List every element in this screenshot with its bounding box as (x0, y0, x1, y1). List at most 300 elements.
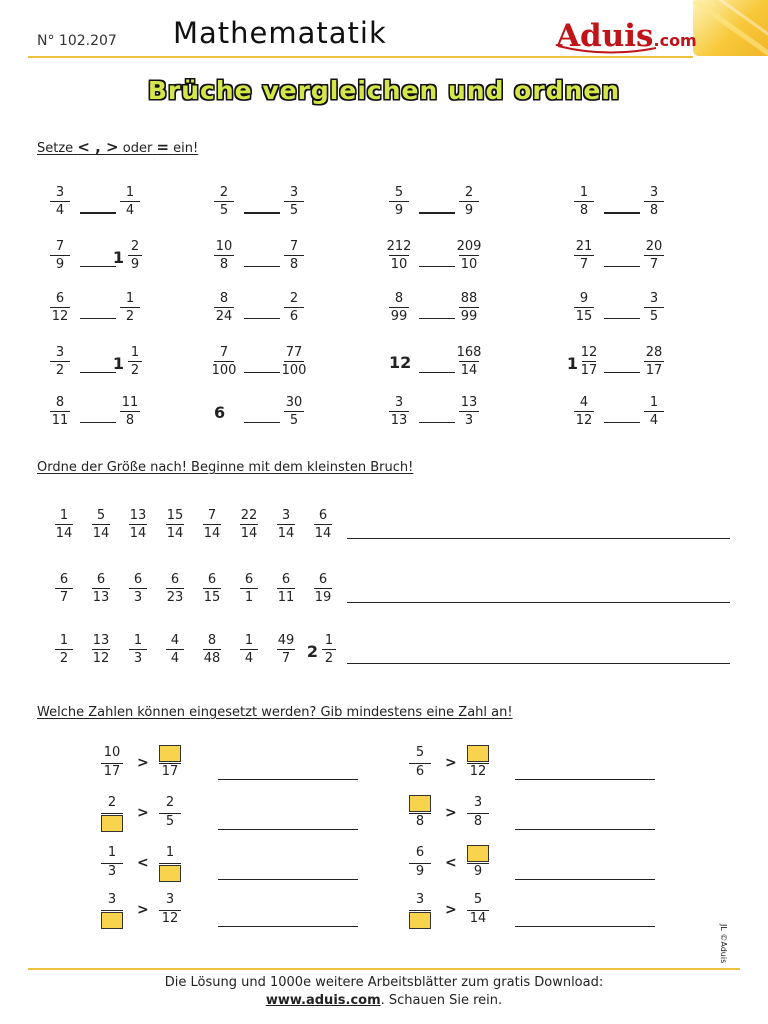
compare-left-fraction-bar (389, 255, 409, 256)
compare-left-fraction-bar (214, 201, 234, 202)
inequality-right-fraction-numerator[interactable] (458, 845, 498, 863)
compare-right-fraction-numerator: 1 (125, 291, 135, 306)
order-fraction-bar (92, 588, 110, 589)
inequality-right-fraction-numerator: 1 (165, 845, 175, 860)
compare-left-fraction-bar (574, 307, 594, 308)
inequality-left-fraction-denominator: 8 (415, 814, 425, 829)
compare-right-fraction-denominator: 99 (460, 309, 478, 324)
compare-right-fraction-denominator: 5 (289, 203, 299, 218)
compare-right-fraction-denominator: 8 (289, 257, 299, 272)
order-fraction (45, 573, 83, 605)
inequality-answer-line[interactable] (218, 879, 358, 880)
order-answer-line[interactable] (347, 663, 730, 664)
compare-left-fraction-bar (574, 411, 594, 412)
compare-right-fraction-denominator: 3 (464, 413, 474, 428)
fill-in-box[interactable] (409, 912, 431, 929)
instruction-suffix: ein! (173, 141, 199, 156)
compare-left-fraction-bar (214, 307, 234, 308)
sheet-number: N° 102.207 (37, 33, 117, 49)
compare-left-fraction-numerator: 1 (579, 185, 589, 200)
order-fraction-numerator: 5 (96, 508, 106, 523)
order-fraction-bar (203, 588, 221, 589)
compare-right-fraction-numerator: 77 (285, 345, 303, 360)
compare-left-fraction (36, 292, 84, 324)
order-fraction-bar (314, 524, 332, 525)
order-fraction-numerator: 1 (59, 508, 69, 523)
compare-left-fraction-bar (574, 201, 594, 202)
compare-right-fraction-bar (644, 361, 664, 362)
compare-right-fraction (270, 396, 318, 428)
compare-right-fraction-bar (459, 411, 479, 412)
order-fraction-denominator: 14 (240, 526, 258, 541)
order-fraction (230, 634, 268, 666)
compare-left-fraction-denominator: 2 (55, 363, 65, 378)
compare-left-fraction-denominator: 17 (580, 363, 598, 378)
compare-right-fraction (445, 292, 493, 324)
compare-right-fraction (630, 186, 678, 218)
compare-left-fraction-numerator: 9 (579, 291, 589, 306)
inequality-left-fraction-denominator: 17 (103, 764, 121, 779)
compare-right-fraction (630, 292, 678, 324)
footer-link[interactable]: www.aduis.com (265, 993, 381, 1008)
compare-left-fraction-denominator: 99 (390, 309, 408, 324)
inequality-operator: < (137, 855, 149, 871)
compare-left-fraction (375, 396, 423, 428)
compare-right-fraction (106, 186, 154, 218)
compare-right-fraction-bar (120, 411, 140, 412)
compare-right-fraction (106, 396, 154, 428)
order-fraction (82, 509, 120, 541)
compare-right-fraction-numerator: 13 (460, 395, 478, 410)
order-fraction-numerator: 6 (281, 572, 291, 587)
compare-left-fraction-bar (50, 201, 70, 202)
order-fraction (82, 573, 120, 605)
inequality-right-fraction-numerator: 2 (165, 795, 175, 810)
compare-right-fraction-denominator: 2 (130, 363, 140, 378)
fill-in-box[interactable] (159, 865, 181, 882)
order-fraction-bar (166, 524, 184, 525)
order-fraction-denominator: 13 (92, 590, 110, 605)
order-fraction-bar (166, 649, 184, 650)
compare-right-fraction (445, 346, 493, 378)
compare-right-fraction-bar (284, 307, 304, 308)
order-fraction-numerator: 6 (170, 572, 180, 587)
compare-right-fraction-whole: 1 (112, 248, 124, 267)
fill-in-box[interactable] (159, 745, 181, 762)
compare-left-fraction (200, 240, 248, 272)
order-fraction-denominator: 14 (166, 526, 184, 541)
order-fraction-bar (203, 649, 221, 650)
order-fraction-denominator: 19 (314, 590, 332, 605)
compare-left-fraction-numerator: 3 (394, 395, 404, 410)
inequality-left-fraction (400, 795, 440, 832)
compare-left-fraction (200, 292, 248, 324)
inequality-left-fraction (92, 745, 132, 782)
compare-right-fraction-numerator: 3 (649, 291, 659, 306)
inequality-right-fraction (150, 845, 190, 882)
fill-in-box[interactable] (101, 815, 123, 832)
inequality-answer-line[interactable] (515, 926, 655, 927)
order-fraction (304, 509, 342, 541)
compare-right-fraction-denominator: 8 (125, 413, 135, 428)
order-fraction-denominator: 12 (92, 651, 110, 666)
compare-left-fraction-bar (389, 411, 409, 412)
compare-left-fraction (560, 396, 608, 428)
footer-line2 (0, 993, 768, 1008)
compare-left-fraction (560, 292, 608, 324)
compare-right-fraction (120, 346, 150, 378)
compare-right-fraction-bar (459, 201, 479, 202)
order-fraction-numerator: 1 (244, 633, 254, 648)
inequality-left-fraction-denominator: 9 (415, 864, 425, 879)
compare-left-fraction-denominator: 8 (579, 203, 589, 218)
order-fraction-numerator: 15 (166, 508, 184, 523)
order-fraction (156, 573, 194, 605)
compare-left-fraction-bar (582, 361, 596, 362)
compare-right-fraction-numerator: 88 (460, 291, 478, 306)
inequality-right-fraction (458, 795, 498, 832)
compare-right-fraction-numerator: 1 (125, 185, 135, 200)
compare-right-fraction (270, 240, 318, 272)
fill-in-box[interactable] (467, 745, 489, 762)
order-fraction-numerator: 6 (59, 572, 69, 587)
order-fraction-denominator: 4 (170, 651, 180, 666)
compare-right-fraction (270, 186, 318, 218)
compare-right-fraction-numerator: 7 (289, 239, 299, 254)
compare-right-fraction-numerator: 11 (121, 395, 139, 410)
inequality-operator: < (445, 855, 457, 871)
compare-right-fraction-bar (459, 255, 479, 256)
compare-right-fraction (120, 240, 150, 272)
compare-right-fraction (270, 346, 318, 378)
compare-left-fraction-whole: 12 (389, 353, 412, 372)
order-fraction (193, 509, 231, 541)
compare-left-fraction-denominator: 7 (579, 257, 589, 272)
inequality-right-fraction-denominator: 14 (469, 911, 487, 926)
order-fraction-denominator: 1 (244, 590, 254, 605)
compare-right-fraction-numerator: 2 (464, 185, 474, 200)
compare-right-fraction-bar (120, 201, 140, 202)
compare-left-fraction-denominator: 10 (390, 257, 408, 272)
inequality-answer-line[interactable] (218, 829, 358, 830)
inequality-right-fraction-numerator[interactable] (458, 745, 498, 763)
compare-right-fraction-denominator: 100 (281, 363, 307, 378)
order-fraction (119, 573, 157, 605)
order-fraction-denominator: 15 (203, 590, 221, 605)
order-fraction-bar (240, 649, 258, 650)
footer-rule (28, 968, 740, 970)
compare-left-fraction (36, 396, 84, 428)
inequality-answer-line[interactable] (515, 879, 655, 880)
compare-right-fraction-numerator: 1 (649, 395, 659, 410)
inequality-right-fraction (458, 845, 498, 882)
section1-instruction (37, 138, 198, 156)
compare-left-fraction-denominator: 8 (219, 257, 229, 272)
compare-right-fraction (445, 186, 493, 218)
fill-in-box[interactable] (101, 912, 123, 929)
compare-right-fraction-denominator: 2 (125, 309, 135, 324)
inequality-operator: > (137, 805, 149, 821)
order-fraction-bar (203, 524, 221, 525)
compare-right-fraction (630, 396, 678, 428)
compare-left-fraction (375, 292, 423, 324)
inequality-right-fraction-numerator: 5 (473, 892, 483, 907)
compare-right-fraction-denominator: 6 (289, 309, 299, 324)
order-fraction-bar (55, 524, 73, 525)
compare-right-fraction-denominator: 4 (649, 413, 659, 428)
inequality-right-fraction-numerator: 3 (473, 795, 483, 810)
fill-in-box[interactable] (467, 845, 489, 862)
order-fraction-denominator: 14 (277, 526, 295, 541)
order-fraction (45, 634, 83, 666)
compare-left-fraction-denominator: 9 (394, 203, 404, 218)
inequality-right-fraction (150, 745, 190, 782)
compare-right-fraction-bar (459, 307, 479, 308)
compare-right-fraction (106, 292, 154, 324)
inequality-operator: > (445, 805, 457, 821)
compare-right-fraction-bar (128, 361, 142, 362)
inequality-left-fraction-denominator[interactable] (400, 911, 440, 929)
order-fraction-denominator: 4 (244, 651, 254, 666)
inequality-answer-line[interactable] (515, 829, 655, 830)
brand-swoosh-icon (556, 44, 696, 56)
compare-right-fraction-numerator: 20 (645, 239, 663, 254)
compare-left-fraction-bar (50, 361, 70, 362)
inequality-left-fraction-numerator: 5 (415, 745, 425, 760)
compare-right-fraction-denominator: 9 (464, 203, 474, 218)
compare-left-fraction-numerator: 7 (219, 345, 229, 360)
inequality-left-fraction-numerator[interactable] (400, 795, 440, 813)
compare-left-fraction-numerator: 7 (55, 239, 65, 254)
order-answer-line[interactable] (347, 602, 730, 603)
order-fraction-denominator: 14 (92, 526, 110, 541)
order-fraction-whole: 2 (306, 642, 318, 661)
inequality-right-fraction-denominator: 12 (469, 764, 487, 779)
compare-left-fraction (36, 346, 84, 378)
order-fraction-numerator: 22 (240, 508, 258, 523)
instruction-symbols: < , > (77, 138, 119, 156)
footer-line1: Die Lösung und 1000e weitere Arbeitsblätter zum gratis Download: (164, 975, 604, 990)
order-fraction-denominator: 48 (203, 651, 221, 666)
compare-left-fraction-denominator: 4 (55, 203, 65, 218)
order-fraction-denominator: 23 (166, 590, 184, 605)
order-fraction-denominator: 2 (324, 651, 334, 666)
inequality-answer-line[interactable] (515, 779, 655, 780)
order-fraction-bar (322, 649, 336, 650)
order-fraction-numerator: 6 (244, 572, 254, 587)
compare-right-fraction-denominator: 9 (130, 257, 140, 272)
order-fraction-denominator: 2 (59, 651, 69, 666)
compare-left-fraction (200, 346, 248, 378)
order-fraction-denominator: 3 (133, 651, 143, 666)
inequality-operator: > (137, 902, 149, 918)
order-fraction (82, 634, 120, 666)
compare-right-fraction-bar (284, 255, 304, 256)
compare-left-fraction-denominator: 11 (51, 413, 69, 428)
order-answer-line[interactable] (347, 538, 730, 539)
side-credit: JL ©Aduis (719, 924, 728, 964)
order-fraction-numerator: 1 (59, 633, 69, 648)
order-fraction-bar (129, 524, 147, 525)
inequality-right-fraction (458, 745, 498, 782)
compare-right-fraction (630, 346, 678, 378)
compare-right-fraction-numerator: 28 (645, 345, 663, 360)
inequality-left-fraction (400, 892, 440, 929)
order-fraction-denominator: 3 (133, 590, 143, 605)
compare-left-fraction-numerator: 3 (55, 185, 65, 200)
compare-right-fraction-numerator: 30 (285, 395, 303, 410)
order-fraction (119, 634, 157, 666)
inequality-left-fraction-denominator: 6 (415, 764, 425, 779)
order-fraction (267, 509, 305, 541)
inequality-right-fraction-denominator: 9 (473, 864, 483, 879)
inequality-operator: > (137, 755, 149, 771)
inequality-left-fraction-denominator[interactable] (92, 911, 132, 929)
inequality-left-fraction-numerator: 3 (415, 892, 425, 907)
compare-left-fraction-denominator: 15 (575, 309, 593, 324)
compare-right-fraction (270, 292, 318, 324)
inequality-answer-line[interactable] (218, 926, 358, 927)
inequality-right-fraction-denominator[interactable] (150, 864, 190, 882)
compare-left-fraction-numerator: 5 (394, 185, 404, 200)
inequality-right-fraction-numerator: 3 (165, 892, 175, 907)
order-fraction (267, 573, 305, 605)
inequality-answer-line[interactable] (218, 779, 358, 780)
compare-left-fraction-whole: 6 (214, 403, 226, 422)
order-fraction (230, 573, 268, 605)
compare-left-fraction-denominator: 9 (55, 257, 65, 272)
header-rule (28, 56, 693, 58)
compare-left-fraction-bar (50, 411, 70, 412)
compare-left-fraction-denominator: 12 (575, 413, 593, 428)
compare-left-fraction-numerator: 212 (386, 239, 412, 254)
compare-left-fraction-numerator: 8 (394, 291, 404, 306)
compare-right-fraction-denominator: 4 (125, 203, 135, 218)
inequality-left-fraction (400, 745, 440, 782)
compare-right-fraction (445, 396, 493, 428)
order-fraction-bar (129, 649, 147, 650)
order-fraction-numerator: 3 (281, 508, 291, 523)
compare-left-fraction (36, 240, 84, 272)
inequality-left-fraction-numerator: 2 (107, 795, 117, 810)
compare-left-fraction-whole: 1 (566, 354, 578, 373)
page-title: Brüche vergleichen und ordnen (147, 76, 621, 105)
inequality-right-fraction (150, 892, 190, 929)
compare-left-fraction-numerator: 4 (579, 395, 589, 410)
order-fraction-bar (277, 524, 295, 525)
compare-right-fraction-bar (644, 307, 664, 308)
order-fraction-numerator: 6 (207, 572, 217, 587)
inequality-left-fraction-numerator: 1 (107, 845, 117, 860)
inequality-left-fraction (400, 845, 440, 882)
compare-left-fraction-numerator: 2 (219, 185, 229, 200)
order-fraction-numerator: 7 (207, 508, 217, 523)
order-fraction-numerator: 8 (207, 633, 217, 648)
order-fraction (314, 634, 344, 666)
order-fraction-bar (277, 588, 295, 589)
order-fraction-numerator: 49 (277, 633, 295, 648)
compare-right-fraction-numerator: 3 (649, 185, 659, 200)
compare-left-fraction-denominator: 24 (215, 309, 233, 324)
order-fraction-numerator: 6 (96, 572, 106, 587)
order-fraction-denominator: 7 (59, 590, 69, 605)
compare-right-fraction (630, 240, 678, 272)
inequality-right-fraction-denominator: 8 (473, 814, 483, 829)
order-fraction-bar (92, 524, 110, 525)
compare-left-fraction-denominator: 5 (219, 203, 229, 218)
order-fraction-bar (55, 649, 73, 650)
corner-stripe-graphic (693, 0, 768, 56)
compare-right-fraction-numerator: 3 (289, 185, 299, 200)
order-fraction (156, 634, 194, 666)
compare-right-fraction-bar (644, 411, 664, 412)
compare-right-fraction-denominator: 8 (649, 203, 659, 218)
order-fraction-bar (277, 649, 295, 650)
compare-left-fraction-numerator: 10 (215, 239, 233, 254)
inequality-left-fraction-denominator[interactable] (92, 814, 132, 832)
order-fraction-bar (240, 524, 258, 525)
compare-left-fraction-bar (50, 255, 70, 256)
compare-right-fraction-numerator: 2 (289, 291, 299, 306)
order-fraction (193, 634, 231, 666)
inequality-right-fraction (458, 892, 498, 929)
compare-left-fraction-bar (214, 361, 234, 362)
compare-left-fraction-bar (389, 307, 409, 308)
compare-left-fraction (560, 186, 608, 218)
compare-left-fraction-bar (389, 201, 409, 202)
subject-title: Mathematatik (173, 16, 387, 50)
compare-right-fraction-bar (120, 307, 140, 308)
order-fraction (267, 634, 305, 666)
compare-left-fraction-numerator: 21 (575, 239, 593, 254)
inequality-left-fraction-denominator: 3 (107, 864, 117, 879)
brand-name: Aduis (556, 18, 654, 54)
compare-left-fraction (574, 346, 604, 378)
inequality-left-fraction (92, 892, 132, 929)
compare-left-fraction-numerator: 12 (580, 345, 598, 360)
inequality-left-fraction (92, 845, 132, 882)
compare-right-fraction-denominator: 10 (460, 257, 478, 272)
compare-left-fraction-numerator: 6 (55, 291, 65, 306)
compare-right-fraction-denominator: 14 (460, 363, 478, 378)
order-fraction-bar (55, 588, 73, 589)
compare-right-fraction-numerator: 209 (456, 239, 482, 254)
compare-left-fraction-numerator: 8 (55, 395, 65, 410)
inequality-right-fraction-numerator[interactable] (150, 745, 190, 763)
order-fraction-denominator: 14 (314, 526, 332, 541)
compare-left-fraction-bar (50, 307, 70, 308)
compare-left-fraction-denominator: 100 (211, 363, 237, 378)
inequality-left-fraction-numerator: 10 (103, 745, 121, 760)
footer-line2-suffix: . Schauen Sie rein. (380, 993, 503, 1008)
order-fraction-bar (129, 588, 147, 589)
inequality-right-fraction-denominator: 17 (161, 764, 179, 779)
compare-right-fraction-denominator: 5 (289, 413, 299, 428)
compare-right-fraction-denominator: 17 (645, 363, 663, 378)
compare-right-fraction (445, 240, 493, 272)
order-fraction-numerator: 13 (129, 508, 147, 523)
compare-right-fraction-bar (284, 201, 304, 202)
inequality-right-fraction-denominator: 12 (161, 911, 179, 926)
fill-in-box[interactable] (409, 795, 431, 812)
inequality-left-fraction-numerator: 3 (107, 892, 117, 907)
order-fraction-bar (92, 649, 110, 650)
compare-left-fraction (36, 186, 84, 218)
instruction-prefix: Setze (37, 141, 74, 156)
compare-right-fraction-denominator: 5 (649, 309, 659, 324)
order-fraction (119, 509, 157, 541)
instruction-mid: oder (122, 141, 153, 156)
